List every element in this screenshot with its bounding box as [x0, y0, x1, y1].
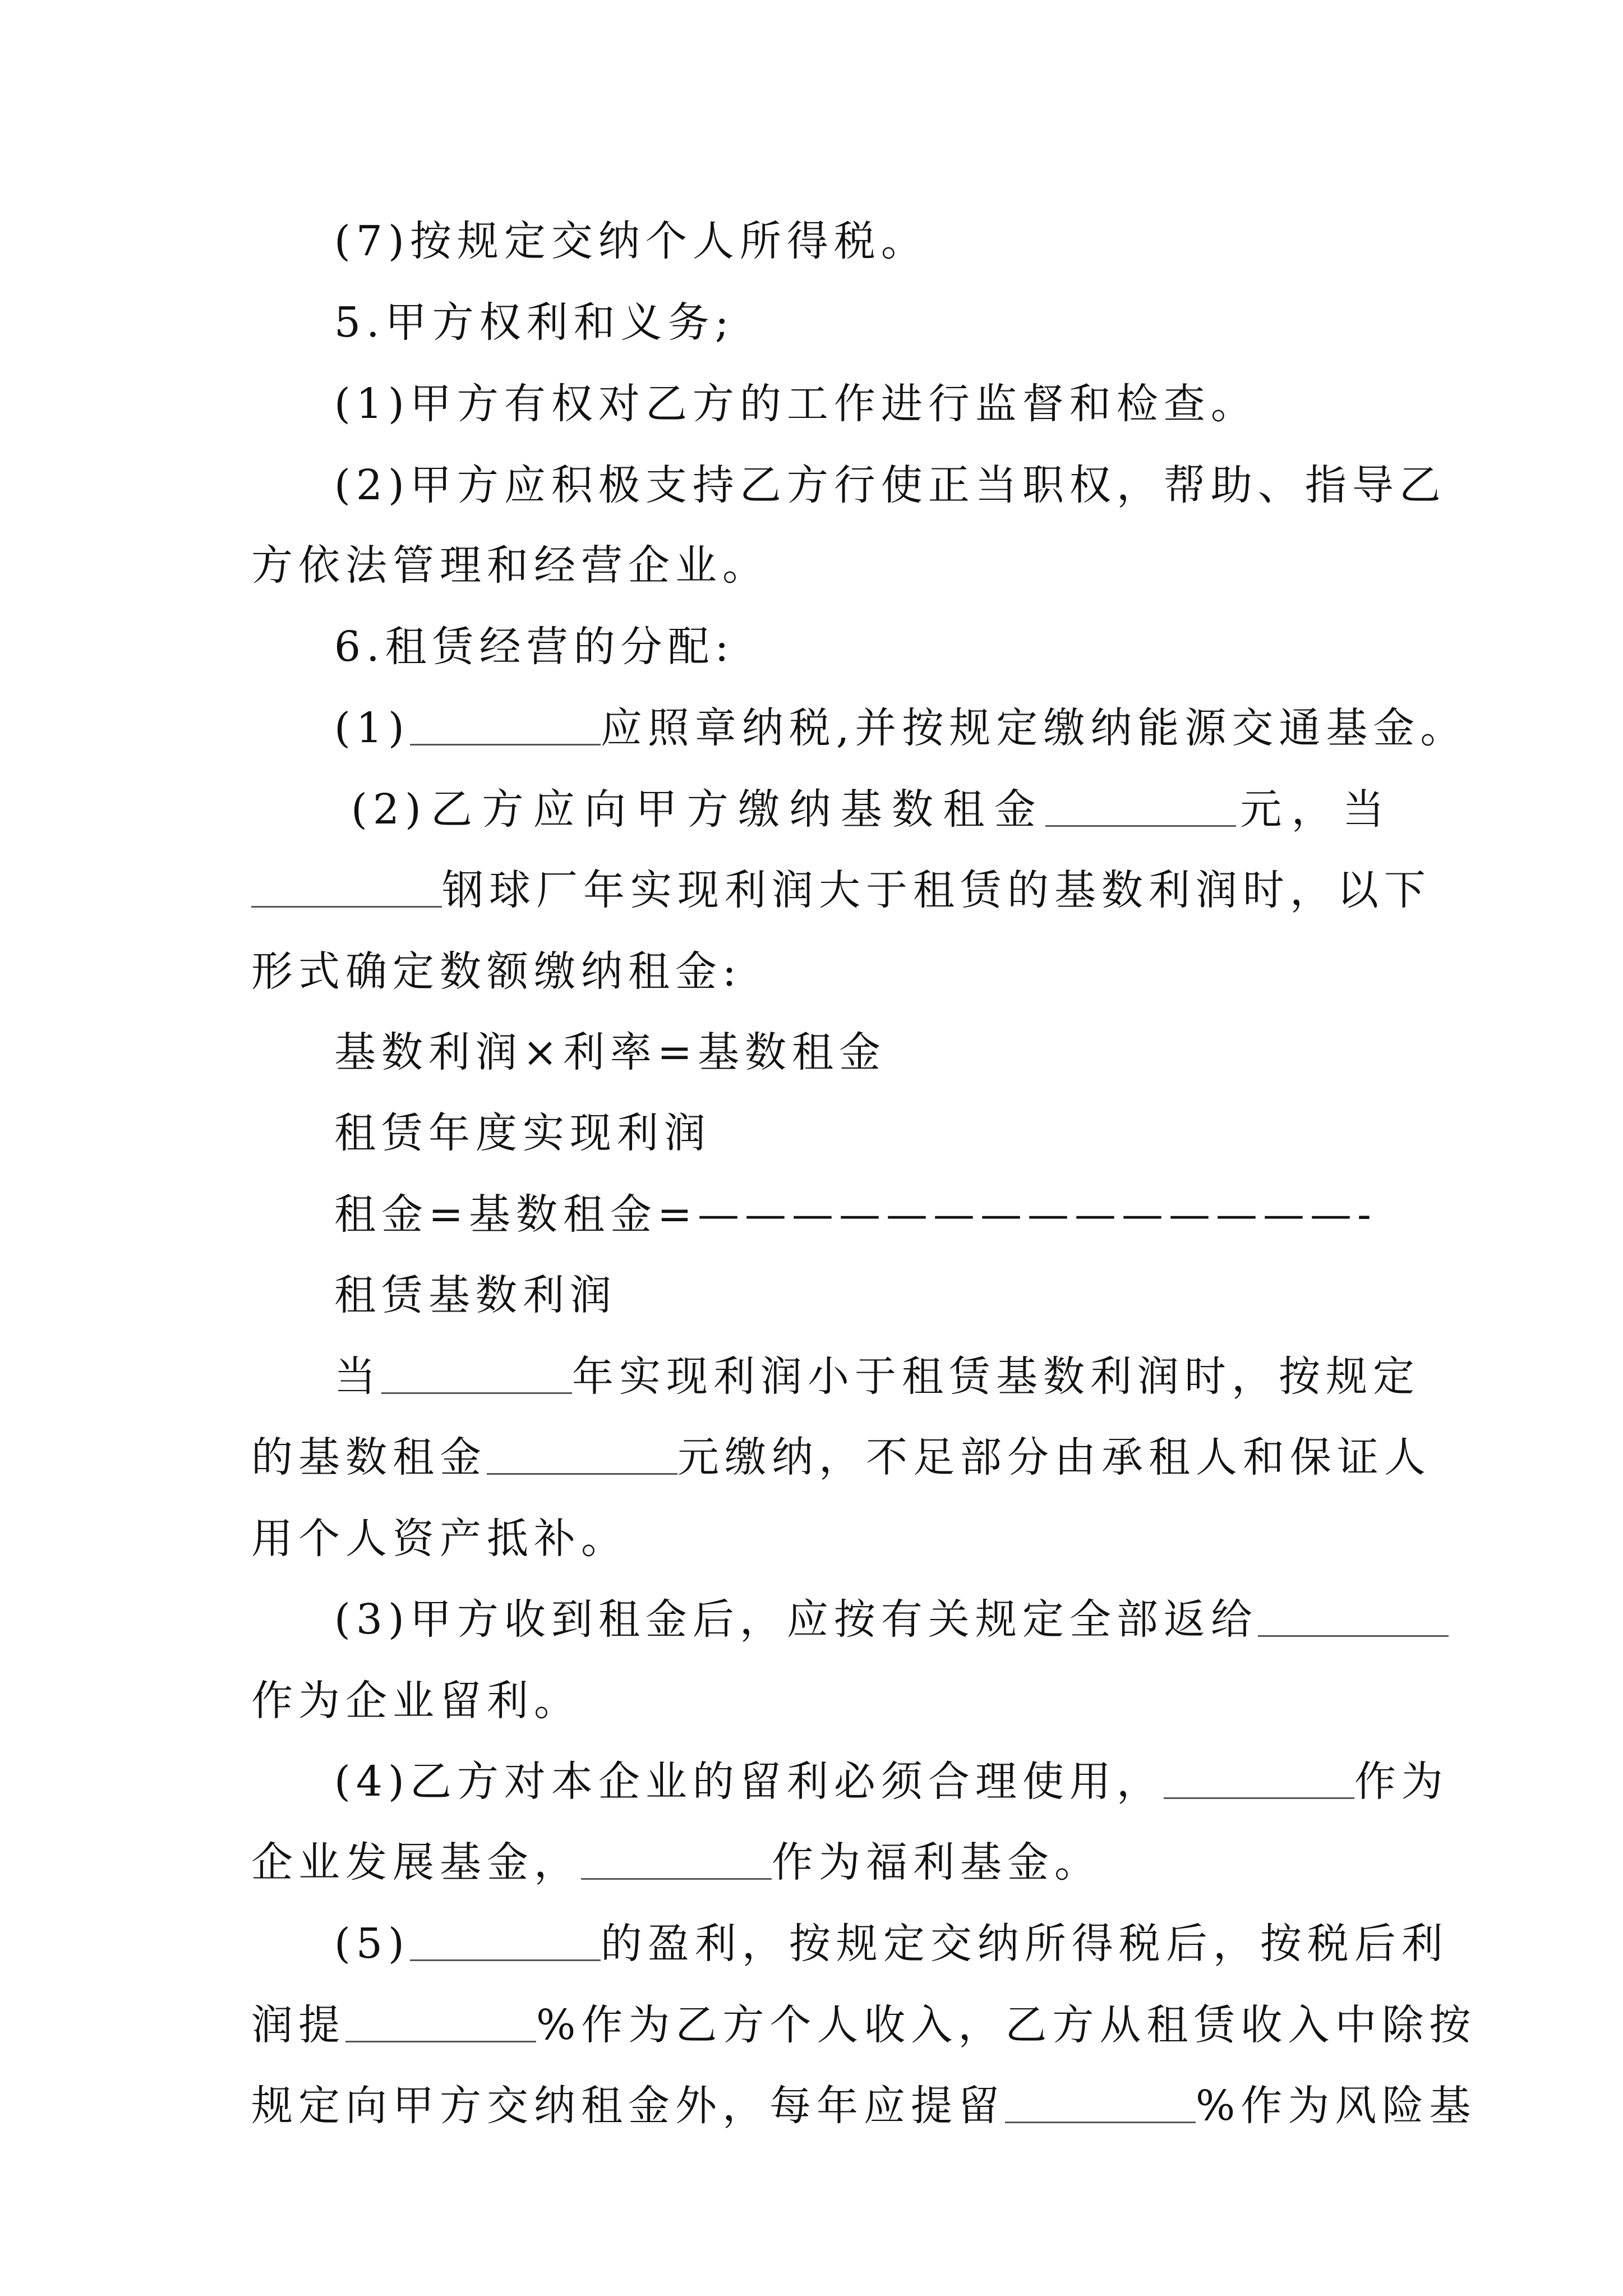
- text-line: [334, 1591, 1390, 1648]
- text-segment: 规定向甲方交纳租金外，每年应提留: [251, 2082, 1005, 2130]
- text-segment: %作为风险基: [1196, 2082, 1477, 2130]
- text-segment: 作为: [1354, 1757, 1449, 1806]
- text-segment: 租金=基数租金=——————————————-: [334, 1190, 1377, 1239]
- text-segment: 元缴纳，不足部分由承租人和保证人: [677, 1433, 1431, 1481]
- text-segment: 5.甲方权利和义务;: [334, 298, 735, 347]
- text-segment: (5): [334, 1920, 410, 1968]
- text-line: [251, 2078, 1477, 2134]
- text-line: [334, 213, 1473, 269]
- text-segment: (1): [334, 704, 410, 752]
- text-line: [334, 1916, 1449, 1972]
- text-segment: 钢球厂年实现利润大于租赁的基数利润时，以下: [442, 866, 1431, 914]
- text-line: [334, 1186, 1473, 1243]
- fill-in-blank: [487, 1434, 677, 1475]
- text-segment: 润提: [251, 2001, 345, 2049]
- fill-in-blank: [581, 1839, 772, 1880]
- fill-in-blank: [1005, 2082, 1196, 2123]
- text-segment: 租赁年度实现利润: [334, 1109, 711, 1157]
- text-segment: (3)甲方收到租金后，应按有关规定全部返给: [334, 1595, 1258, 1644]
- text-segment: %作为乙方个人收入，乙方从租赁收入中除按: [536, 2001, 1477, 2049]
- fill-in-blank: [1164, 1758, 1354, 1799]
- text-line: [251, 1997, 1477, 2053]
- fill-in-blank: [251, 867, 442, 908]
- text-line: [251, 1511, 1390, 1567]
- text-segment: 企业发展基金，: [251, 1838, 581, 1887]
- text-segment: 应照章纳税,并按规定缴纳能源交通基金。: [600, 704, 1468, 752]
- fill-in-blank: [410, 1920, 601, 1961]
- text-line: [251, 944, 1390, 1000]
- text-segment: 的盈利，按规定交纳所得税后，按税后利: [600, 1920, 1449, 1968]
- text-segment: 基数利润×利率=基数租金: [334, 1028, 887, 1076]
- text-segment: 租赁基数利润: [334, 1271, 617, 1319]
- text-line: [251, 537, 1390, 593]
- text-segment: 作为福利基金。: [772, 1838, 1101, 1887]
- text-line: [334, 1267, 1473, 1323]
- text-segment: 作为企业留利。: [251, 1677, 581, 1725]
- text-segment: (7)按规定交纳个人所得税。: [334, 217, 928, 265]
- text-line: [334, 700, 1468, 756]
- text-line: [251, 1673, 1390, 1729]
- text-line: [334, 619, 1473, 675]
- text-line: [334, 376, 1473, 432]
- text-line: [334, 1024, 1473, 1080]
- fill-in-blank: [345, 2001, 536, 2042]
- fill-in-blank: [1258, 1596, 1449, 1637]
- text-line: [334, 1754, 1449, 1810]
- fill-in-blank: [410, 705, 601, 746]
- text-segment: 当: [334, 1352, 381, 1401]
- text-segment: 方依法管理和经营企业。: [251, 541, 769, 590]
- text-line: [334, 1105, 1473, 1161]
- text-line: [251, 1834, 1390, 1890]
- text-segment: 用个人资产抵补。: [251, 1515, 628, 1563]
- fill-in-blank: [1045, 786, 1236, 827]
- text-segment: 年实现利润小于租赁基数利润时，按规定: [572, 1352, 1420, 1401]
- text-line: [334, 295, 1473, 351]
- text-line: [351, 781, 1390, 838]
- text-segment: (2)甲方应积极支持乙方行使正当职权，帮助、指导乙: [334, 461, 1446, 509]
- text-line: [251, 862, 1431, 918]
- text-segment: (4)乙方对本企业的留利必须合理使用，: [334, 1757, 1164, 1806]
- text-line: [334, 1349, 1420, 1405]
- text-segment: 的基数租金: [251, 1433, 487, 1481]
- text-segment: 形式确定数额缴纳租金:: [251, 947, 742, 996]
- text-segment: (1)甲方有权对乙方的工作进行监督和检查。: [334, 380, 1258, 428]
- text-segment: 元，当: [1236, 785, 1390, 834]
- text-segment: (2)乙方应向甲方缴纳基数租金: [351, 785, 1046, 834]
- text-segment: 6.租赁经营的分配:: [334, 623, 735, 671]
- text-line: [251, 1429, 1431, 1485]
- text-line: [334, 457, 1446, 513]
- fill-in-blank: [381, 1353, 572, 1394]
